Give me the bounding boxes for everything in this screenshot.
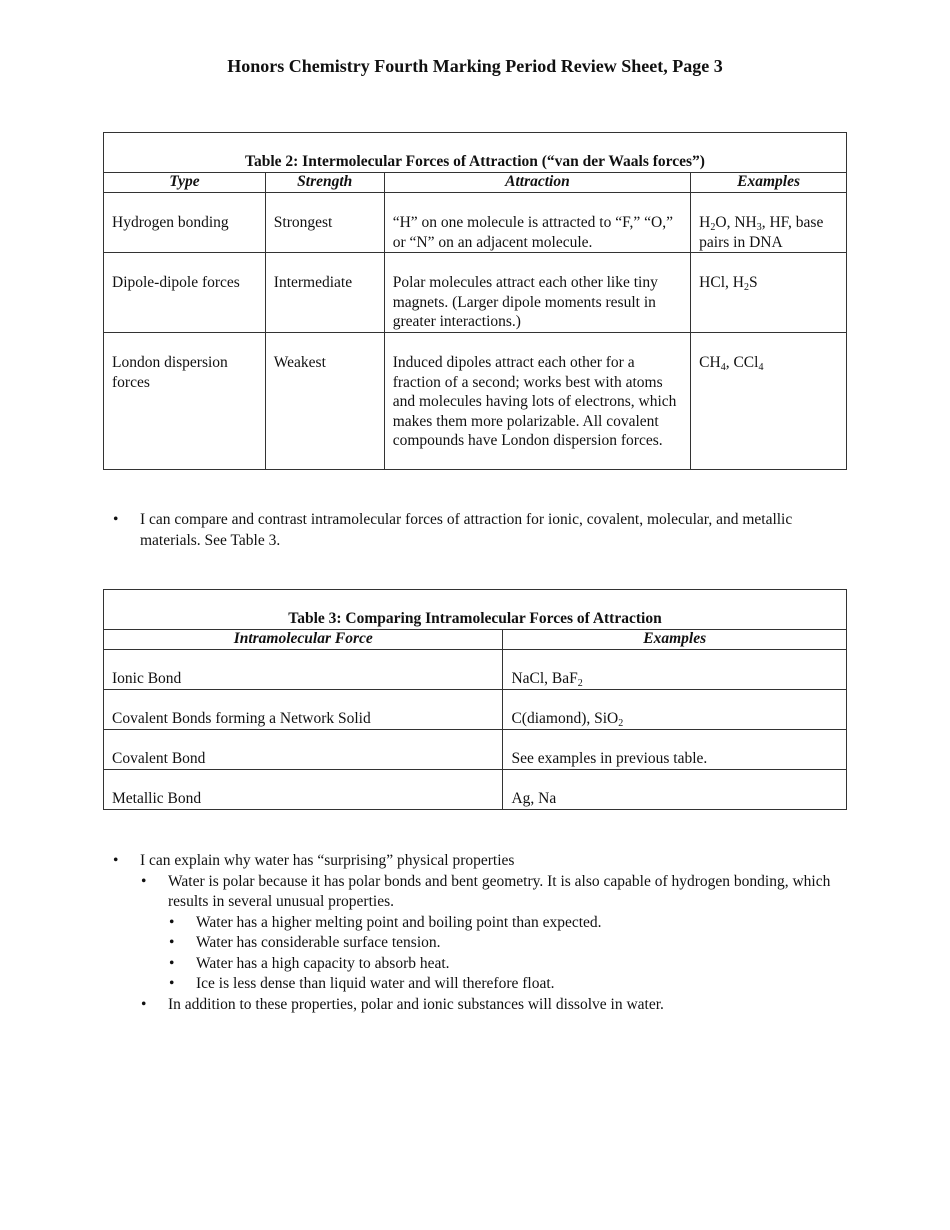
type-cell: Hydrogen bonding: [104, 193, 266, 253]
bullet-text: Water is polar because it has polar bonds and bent geometry. It is also capable of hydrogen bonding, which results in several unusual properties.: [168, 872, 831, 910]
table-row: [104, 253, 847, 333]
list-item: [141, 872, 840, 995]
examples-cell: [691, 333, 847, 470]
examples-cell: [691, 253, 847, 333]
chemical-formula: $CH_4$, CCl$_4$: [699, 354, 764, 373]
sub-list: [140, 872, 840, 1016]
page-title: Honors Chemistry Fourth Marking Period Review Sheet, Page 3: [227, 56, 723, 76]
bullet-list-2: [113, 851, 840, 1015]
table2-caption: Table 2: Intermolecular Forces of Attraction (“van der Waals forces”): [104, 133, 847, 173]
table3-header-force: Intramolecular Force: [104, 630, 503, 650]
table2-header-attraction: Attraction: [384, 173, 690, 193]
bullet-icon: •: [141, 995, 147, 1013]
list-item: [169, 974, 840, 995]
bullet-list-1: [113, 510, 830, 551]
bullet-text: Ice is less dense than liquid water and will therefore float.: [196, 975, 555, 992]
table-row: [104, 193, 847, 253]
list-item: [141, 995, 840, 1016]
bullet-icon: •: [169, 934, 175, 951]
type-cell: Dipole-dipole forces: [104, 253, 266, 333]
examples-cell: [503, 650, 847, 690]
bullet-icon: •: [113, 852, 119, 869]
bullet-text: I can explain why water has “surprising” physical properties: [140, 852, 515, 869]
examples-cell: [503, 770, 847, 810]
table-intramolecular-forces: [103, 589, 847, 810]
table2-header-type: Type: [104, 173, 266, 193]
bullet-icon: •: [169, 975, 175, 992]
bullet-icon: •: [141, 872, 147, 890]
table2-header-examples: Examples: [691, 173, 847, 193]
bullet-icon: •: [169, 913, 175, 931]
chemical-formula: NaCl, BaF$_2$: [511, 670, 583, 689]
examples-cell: [503, 730, 847, 770]
table-row: [104, 690, 847, 730]
bullet-text: I can compare and contrast intramolecular forces of attraction for ionic, covalent, molecular, and metallic materials. See Table 3.: [140, 511, 793, 549]
force-cell: Metallic Bond: [104, 770, 503, 810]
bullet-text: Water has a high capacity to absorb heat.: [196, 954, 450, 972]
list-item: [169, 954, 840, 975]
sub-sub-list: [168, 913, 840, 995]
strength-cell: Weakest: [265, 333, 384, 470]
table2-header-strength: Strength: [265, 173, 384, 193]
bullet-icon: •: [169, 954, 175, 972]
list-item: [113, 510, 830, 551]
attraction-cell: Polar molecules attract each other like tiny magnets. (Larger dipole moments result in greater interactions.): [384, 253, 690, 333]
attraction-cell: “H” on one molecule is attracted to “F,” “O,” or “N” on an adjacent molecule.: [384, 193, 690, 253]
chemical-formula: $H_2O$, $NH_3$, HF, base pairs in DNA: [699, 214, 824, 251]
examples-cell: [503, 690, 847, 730]
table-row: [104, 333, 847, 470]
bullet-text: In addition to these properties, polar and ionic substances will dissolve in water.: [168, 995, 664, 1013]
strength-cell: Intermediate: [265, 253, 384, 333]
list-item: [113, 851, 840, 1015]
chemical-formula: HCl, $H_2S$: [699, 274, 758, 293]
type-cell: London dispersion forces: [104, 333, 266, 470]
bullet-text: Water has a higher melting point and boiling point than expected.: [196, 913, 602, 931]
strength-cell: Strongest: [265, 193, 384, 253]
list-item: [169, 913, 840, 934]
table3-header-examples: Examples: [503, 630, 847, 650]
bullet-icon: •: [113, 511, 119, 528]
bullet-text: Water has considerable surface tension.: [196, 934, 441, 951]
chemical-formula: C(diamond), SiO$_2$: [511, 710, 624, 729]
force-cell: Covalent Bonds forming a Network Solid: [104, 690, 503, 730]
table-row: [104, 770, 847, 810]
force-cell: Covalent Bond: [104, 730, 503, 770]
chemical-formula: See examples in previous table.: [511, 750, 708, 767]
attraction-cell: Induced dipoles attract each other for a fraction of a second; works best with atoms and molecules having lots of electrons, which makes them more polarizable. All covalent compounds have London dispersion forces.: [384, 333, 690, 470]
table-row: [104, 730, 847, 770]
table-intermolecular-forces: [103, 132, 847, 470]
force-cell: Ionic Bond: [104, 650, 503, 690]
table-row: [104, 650, 847, 690]
list-item: [169, 933, 840, 954]
chemical-formula: Ag, Na: [511, 790, 557, 807]
table3-caption: Table 3: Comparing Intramolecular Forces of Attraction: [104, 590, 847, 630]
examples-cell: [691, 193, 847, 253]
